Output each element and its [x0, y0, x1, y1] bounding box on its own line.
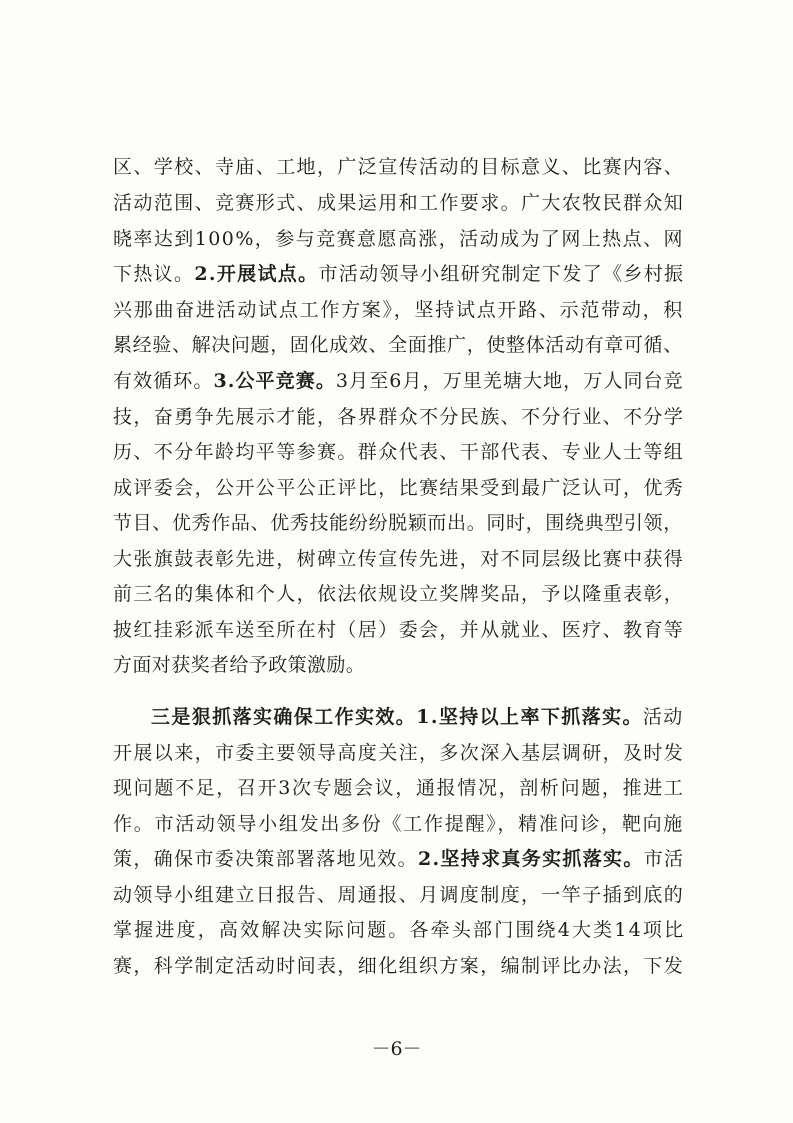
text-line [113, 471, 684, 505]
text-line [113, 400, 684, 434]
text-line [113, 949, 684, 983]
text-run: 活动范围、竞赛形式、成果运用和工作要求。广大农牧民群众知 [113, 192, 685, 214]
text-line [113, 736, 684, 770]
text-line [113, 771, 685, 805]
text-line [113, 150, 684, 184]
text-run: 动领导小组建立日报告、周通报、月调度制度，一竿子插到底的 [113, 884, 685, 906]
text-run: 掌握进度，高效解决实际问题。各牵头部门围绕4大类14项比 [113, 919, 686, 941]
text-line [113, 878, 684, 912]
text-run: 披红挂彩派车送至所在村（居）委会，并从就业、医疗、教育等 [113, 619, 685, 641]
text-run: 活动 [642, 706, 684, 728]
bold-phrase: 1.坚持以上率下抓落实。 [416, 706, 643, 728]
text-line [113, 542, 684, 576]
text-line [113, 913, 685, 947]
text-line [113, 435, 684, 469]
text-run: 技，奋勇争先展示才能，各界群众不分民族、不分行业、不分学 [113, 406, 685, 428]
text-line [113, 257, 684, 291]
text-run: 兴那曲奋进活动试点工作方案》，坚持试点开路、示范带动，积 [113, 299, 685, 321]
text-run: 市活 [643, 848, 685, 870]
text-line [113, 293, 684, 327]
text-line [113, 842, 684, 876]
text-line [113, 807, 684, 841]
text-run: 大张旗鼓表彰先进，树碑立传宣传先进，对不同层级比赛中获得 [113, 548, 685, 570]
text-run: 现问题不足，召开3次专题会议，通报情况，剖析问题，推进工 [113, 777, 685, 799]
text-run: 作。市活动领导小组发出多份《工作提醒》，精准问诊，靶向施 [113, 813, 685, 835]
text-run: 下热议。 [113, 263, 195, 285]
text-run: 赛，科学制定活动时间表，细化组织方案，编制评比办法，下发 [113, 955, 685, 977]
text-run: 节目、优秀作品、优秀技能纷纷脱颖而出。同时，围绕典型引领， [113, 512, 683, 534]
text-run: 成评委会，公开公平公正评比，比赛结果受到最广泛认可，优秀 [113, 477, 685, 499]
bold-phrase: 三是狠抓落实确保工作实效。 [151, 706, 417, 728]
text-run: 市活动领导小组研究制定下发了《乡村振 [318, 263, 685, 285]
text-line [151, 700, 684, 734]
page-number: －6－ [371, 1038, 422, 1060]
text-run: 区、学校、寺庙、工地，广泛宣传活动的目标意义、比赛内容、 [113, 156, 685, 178]
text-line [113, 186, 684, 220]
text-line [113, 648, 365, 682]
text-line [113, 506, 683, 540]
text-run: 有效循环。 [113, 370, 214, 392]
text-line [113, 328, 683, 362]
text-line [113, 222, 684, 256]
text-run: 累经验、解决问题，固化成效、全面推广，使整体活动有章可循、 [113, 334, 683, 356]
text-run: 历、不分年龄均平等参赛。群众代表、干部代表、专业人士等组 [113, 441, 685, 463]
text-line [113, 364, 684, 398]
text-run: 策，确保市委决策部署落地见效。 [113, 848, 418, 870]
text-run: 开展以来，市委主要领导高度关注，多次深入基层调研，及时发 [113, 742, 685, 764]
bold-phrase: 2.开展试点。 [194, 263, 319, 285]
bold-phrase: 2.坚持求真务实抓落实。 [417, 848, 644, 870]
text-run: 前三名的集体和个人，依法依规设立奖牌奖品，予以隆重表彰， [113, 583, 685, 605]
text-run: 晓率达到100%，参与竞赛意愿高涨，活动成为了网上热点、网 [113, 228, 684, 250]
bold-phrase: 3.公平竞赛。 [213, 370, 336, 392]
text-run: 3月至6月，万里羌塘大地，万人同台竞 [335, 370, 684, 392]
text-line [113, 613, 684, 647]
text-run: 方面对获奖者给予政策激励。 [113, 654, 366, 676]
text-line [113, 577, 684, 611]
